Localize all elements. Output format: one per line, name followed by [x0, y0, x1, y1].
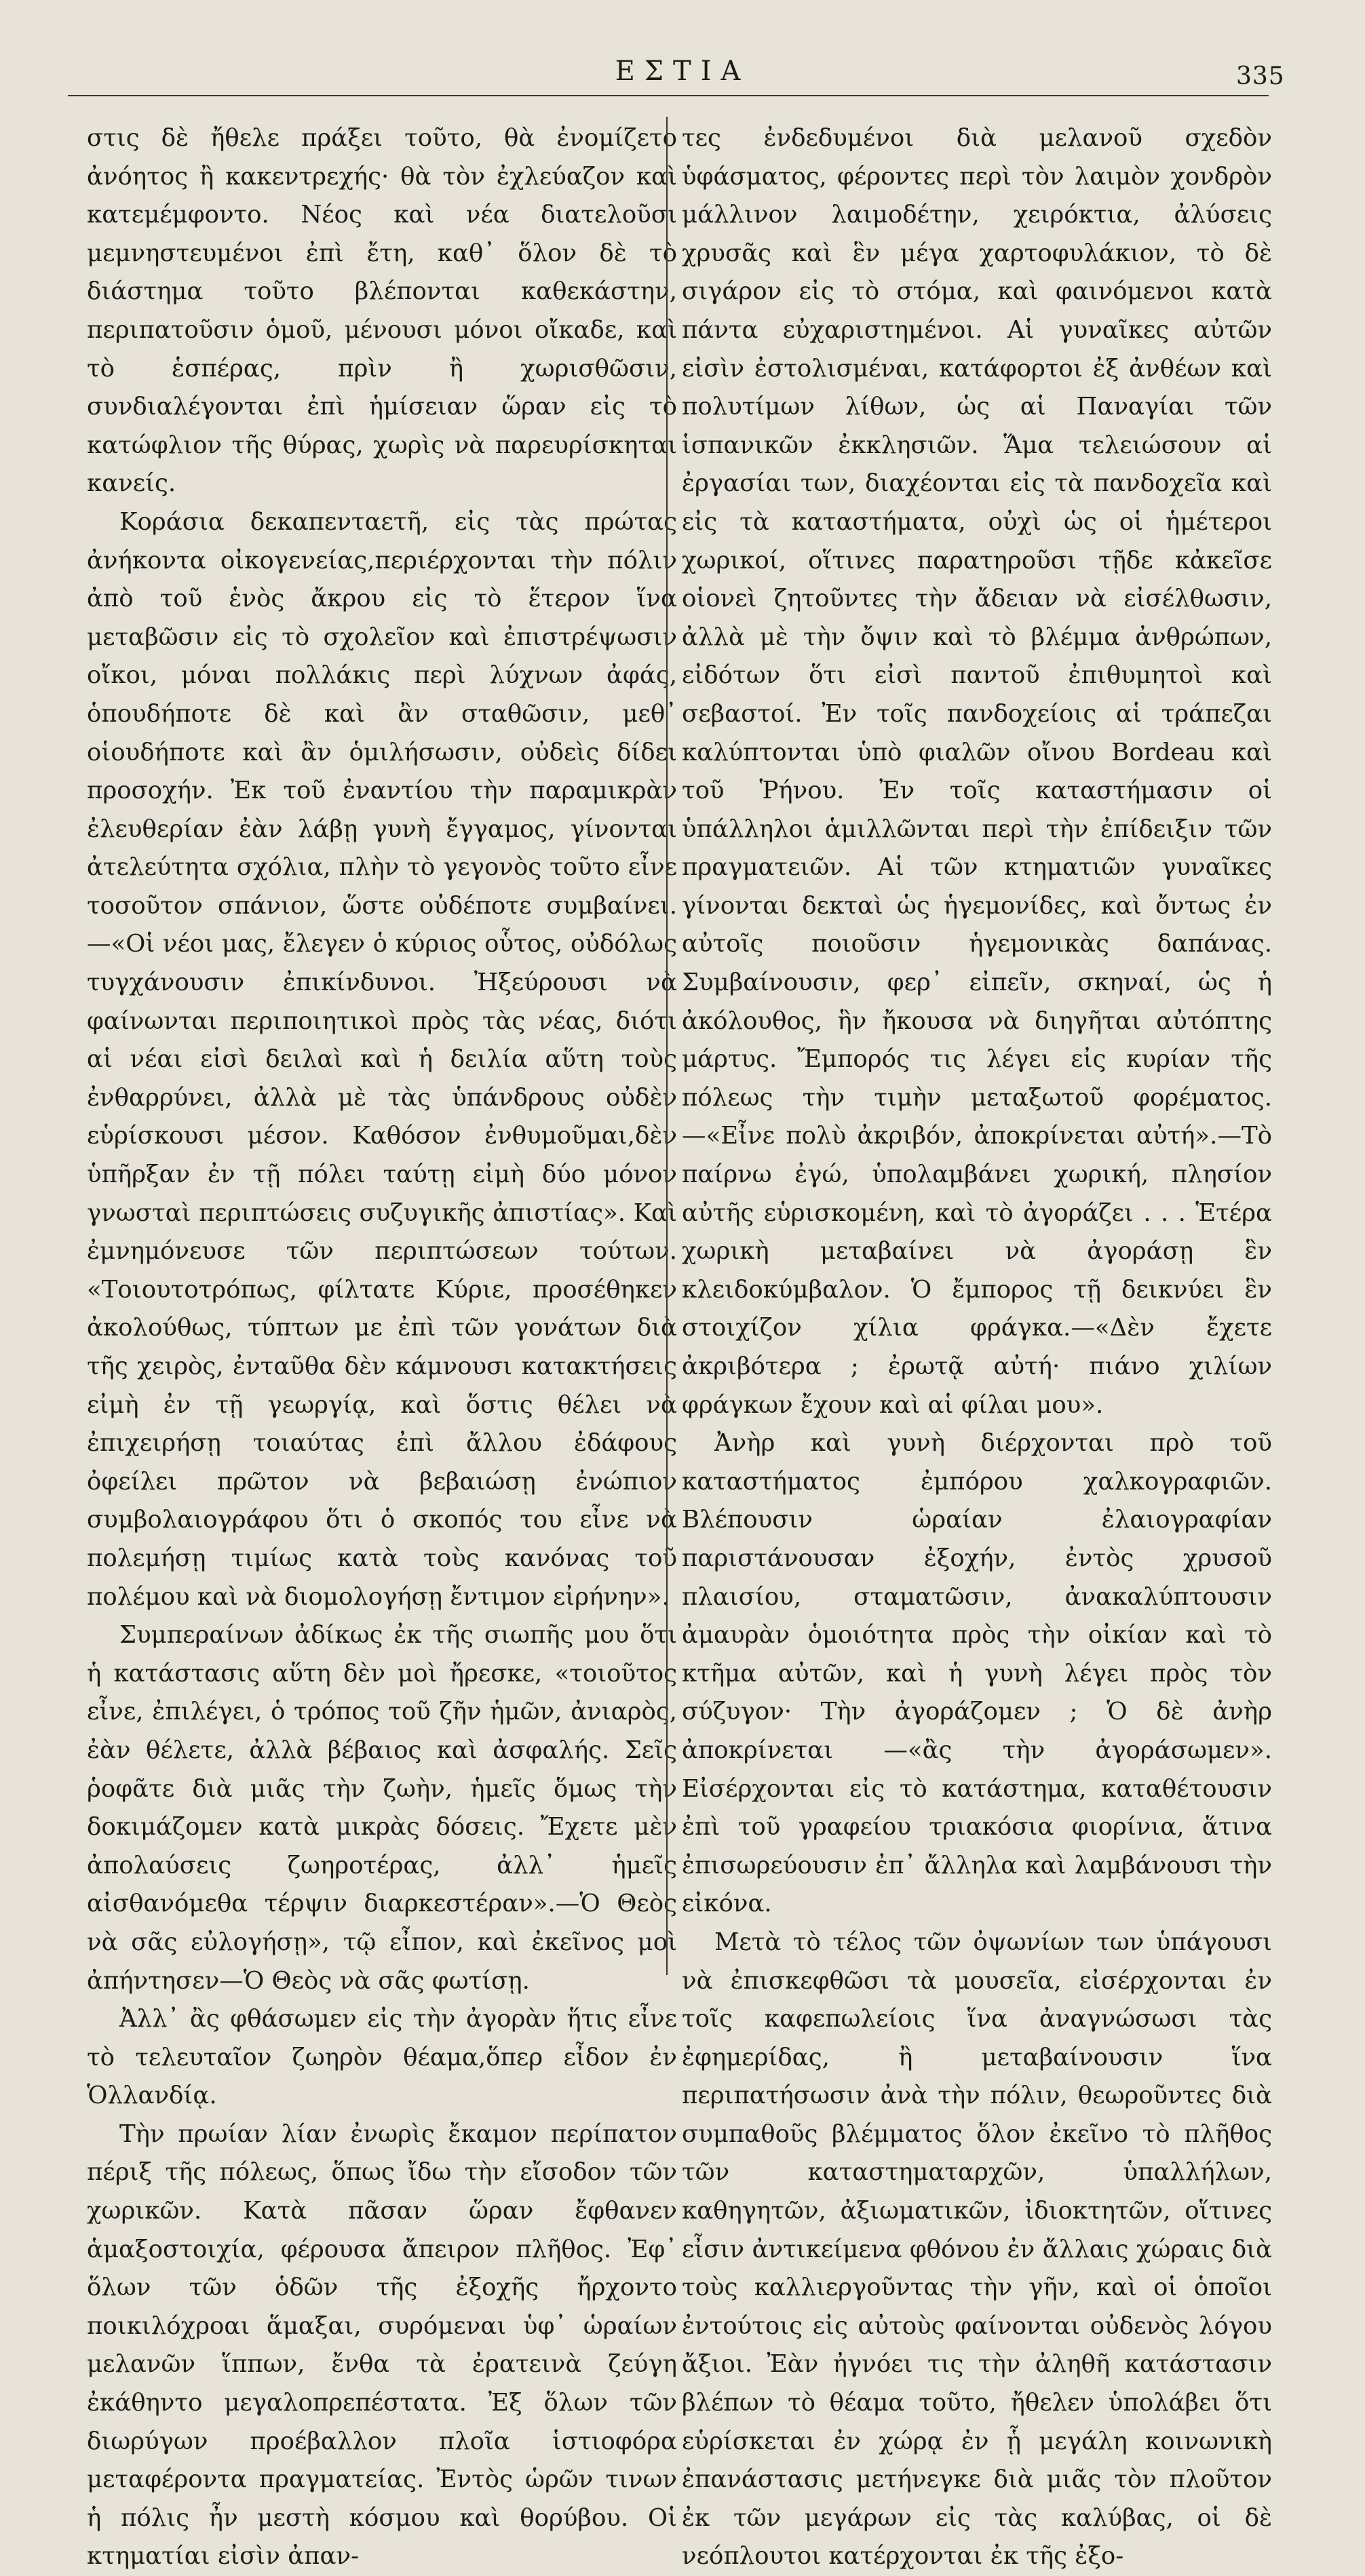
paragraph: τες ἐνδεδυμένοι διὰ μελανοῦ σχεδὸν ὑφάσματος, φέροντες περὶ τὸν λαιμὸν χονδρὸν μάλλινον λαιμοδέτην, χειρόκτια, ἀλύσεις χρυσᾶς καὶ ἓν μέγα χαρτοφυλάκιον, τὸ δὲ σιγάρον εἰς τὸ στόμα, καὶ φαινόμενοι κατὰ πάντα εὐχαριστημένοι. Αἱ γυναῖκες αὐτῶν εἰσὶν ἐστολισμέναι, κατάφορτοι ἐξ ἀνθέων καὶ πολυτίμων λίθων, ὡς αἱ Παναγίαι τῶν ἱσπανικῶν ἐκκλησιῶν. Ἅμα τελειώσουν αἱ ἐργασίαι των, διαχέονται εἰς τὰ πανδοχεῖα καὶ εἰς τὰ καταστήματα, οὐχὶ ὡς οἱ ἡμέτεροι χωρικοί, οἵτινες παρατηροῦσι τῇδε κἀκεῖσε οἱονεὶ ζητοῦντες τὴν ἄδειαν νὰ εἰσέλθωσιν, ἀλλὰ μὲ τὴν ὄψιν καὶ τὸ βλέμμα ἀνθρώπων, εἰδότων ὅτι εἰσὶ παντοῦ ἐπιθυμητοὶ καὶ σεβαστοί. Ἐν τοῖς πανδοχείοις αἱ τράπεζαι καλύπτονται ὑπὸ φιαλῶν οἴνου Bordeau καὶ τοῦ Ῥήνου. Ἐν τοῖς καταστήμασιν οἱ ὑπάλληλοι ἁμιλλῶνται περὶ τὴν ἐπίδειξιν τῶν πραγματειῶν. Αἱ τῶν κτηματιῶν γυναῖκες γίνονται δεκταὶ ὡς ἡγεμονίδες, καὶ ὄντως ἐν αὐτοῖς ποιοῦσιν ἡγεμονικὰς δαπάνας. Συμβαίνουσιν, φερ᾽ εἰπεῖν, σκηναί, ὡς ἡ ἀκόλουθος, ἣν ἤκουσα νὰ διηγῆται αὐτόπτης μάρτυς. Ἔμπορός τις λέγει εἰς κυρίαν τῆς πόλεως τὴν τιμὴν μεταξωτοῦ φορέματος.—«Εἶνε πολὺ ἀκριβόν, ἀποκρίνεται αὐτή».—Τὸ παίρνω ἐγώ, ὑπολαμβάνει χωρική, πλησίον αὐτῆς εὑρισκομένη, καὶ τὸ ἀγοράζει . . . Ἑτέρα χωρικὴ μεταβαίνει νὰ ἀγοράσῃ ἓν κλειδοκύμβαλον. Ὁ ἔμπορος τῇ δεικνύει ἓν στοιχίζον χίλια φράγκα.—«Δὲν ἔχετε ἀκριβότερα ; ἐρωτᾷ αὐτή· πιάνο χιλίων φράγκων ἔχουν καὶ αἱ φίλαι μου». [682, 124, 1272, 1419]
paragraph: Συμπεραίνων ἀδίκως ἐκ τῆς σιωπῆς μου ὅτι ἡ κατάστασις αὕτη δὲν μοὶ ἤρεσκε, «τοιοῦτος εἶνε, ἐπιλέγει, ὁ τρόπος τοῦ ζῆν ἡμῶν, ἀνιαρὸς, ἐὰν θέλετε, ἀλλὰ βέβαιος καὶ ἀσφαλής. Σεῖς ῥοφᾶτε διὰ μιᾶς τὴν ζωὴν, ἡμεῖς ὅμως τὴν δοκιμάζομεν κατὰ μικρὰς δόσεις. Ἔχετε μὲν ἀπολαύσεις ζωηροτέρας, ἀλλ᾽ ἡμεῖς αἰσθανόμεθα τέρψιν διαρκεστέραν».—Ὁ Θεὸς νὰ σᾶς εὐλογήσῃ», τῷ εἶπον, καὶ ἐκεῖνος μοὶ ἀπήντησεν—Ὁ Θεὸς νὰ σᾶς φωτίσῃ. [87, 1621, 677, 1995]
left-text-column [87, 119, 677, 2576]
paragraph: Ἀλλ᾽ ἂς φθάσωμεν εἰς τὴν ἀγορὰν ἥτις εἶνε τὸ τελευταῖον ζωηρὸν θέαμα,ὅπερ εἶδον ἐν Ὁλλανδίᾳ. [87, 2005, 677, 2110]
paragraph: στις δὲ ἤθελε πράξει τοῦτο, θὰ ἐνομίζετο ἀνόητος ἢ κακεντρεχής· θὰ τὸν ἐχλεύαζον καὶ κατεμέμφοντο. Νέος καὶ νέα διατελοῦσι μεμνηστευμένοι ἐπὶ ἔτη, καθ᾽ ὅλον δὲ τὸ διάστημα τοῦτο βλέπονται καθεκάστην, περιπατοῦσιν ὁμοῦ, μένουσι μόνοι οἴκαδε, καὶ τὸ ἑσπέρας, πρὶν ἢ χωρισθῶσιν, συνδιαλέγονται ἐπὶ ἡμίσειαν ὥραν εἰς τὸ κατώφλιον τῆς θύρας, χωρὶς νὰ παρευρίσκηται κανείς. [87, 124, 677, 498]
paragraph: Μετὰ τὸ τέλος τῶν ὀψωνίων των ὑπάγουσι νὰ ἐπισκεφθῶσι τὰ μουσεῖα, εἰσέρχονται ἐν τοῖς καφεπωλείοις ἵνα ἀναγνώσωσι τὰς ἐφημερίδας, ἢ μεταβαίνουσιν ἵνα περιπατήσωσιν ἀνὰ τὴν πόλιν, θεωροῦντες διὰ συμπαθοῦς βλέμματος ὅλον ἐκεῖνο τὸ πλῆθος τῶν καταστηματαρχῶν, ὑπαλλήλων, καθηγητῶν, ἀξιωματικῶν, ἰδιοκτητῶν, οἵτινες εἶσιν ἀντικείμενα φθόνου ἐν ἄλλαις χώραις διὰ τοὺς καλλιεργοῦντας τὴν γῆν, καὶ οἱ ὁποῖοι ἐντούτοις εἰς αὐτοὺς φαίνονται οὐδενὸς λόγου ἄξιοι. Ἐὰν ἠγνόει τις τὴν ἀληθῆ κατάστασιν βλέπων τὸ θέαμα τοῦτο, ἤθελεν ὑπολάβει ὅτι εὑρίσκεται ἐν χώρᾳ ἐν ᾗ μεγάλη κοινωνικὴ ἐπανάστασις μετήνεγκε διὰ μιᾶς τὸν πλοῦτον ἐκ τῶν μεγάρων εἰς τὰς καλύβας, οἱ δὲ νεόπλουτοι κατέρχονται ἐκ τῆς ἐξο- [682, 1928, 1272, 2571]
paragraph: Ἀνὴρ καὶ γυνὴ διέρχονται πρὸ τοῦ καταστήματος ἐμπόρου χαλκογραφιῶν. Βλέπουσιν ὡραίαν ἐλαιογραφίαν παριστάνουσαν ἐξοχήν, ἐντὸς χρυσοῦ πλαισίου, σταματῶσιν, ἀνακαλύπτουσιν ἀμαυρὰν ὁμοιότητα πρὸς τὴν οἰκίαν καὶ τὸ κτῆμα αὐτῶν, καὶ ἡ γυνὴ λέγει πρὸς τὸν σύζυγον· Τὴν ἀγοράζομεν ; Ὁ δὲ ἀνὴρ ἀποκρίνεται —«ἂς τὴν ἀγοράσωμεν». Εἰσέρχονται εἰς τὸ κατάστημα, καταθέτουσιν ἐπὶ τοῦ γραφείου τριακόσια φιορίνια, ἅτινα ἐπισωρεύουσιν ἐπ᾽ ἄλληλα καὶ λαμβάνουσι τὴν εἰκόνα. [682, 1429, 1272, 1918]
right-text-column [682, 119, 1272, 2576]
column-divider [666, 117, 668, 1975]
header-rule [68, 95, 1269, 96]
paragraph: Κοράσια δεκαπενταετῆ, εἰς τὰς πρώτας ἀνήκοντα οἰκογενείας,περιέρχονται τὴν πόλιν ἀπὸ τοῦ ἑνὸς ἄκρου εἰς τὸ ἕτερον ἵνα μεταβῶσιν εἰς τὸ σχολεῖον καὶ ἐπιστρέψωσιν οἴκοι, μόναι πολλάκις περὶ λύχνων ἀφάς, ὁπουδήποτε δὲ καὶ ἂν σταθῶσιν, μεθ᾽ οἱουδήποτε καὶ ἂν ὁμιλήσωσιν, οὐδεὶς δίδει προσοχήν. Ἐκ τοῦ ἐναντίου τὴν παραμικρὰν ἐλευθερίαν ἐὰν λάβῃ γυνὴ ἔγγαμος, γίνονται ἀτελεύτητα σχόλια, πλὴν τὸ γεγονὸς τοῦτο εἶνε τοσοῦτον σπάνιον, ὥστε οὐδέποτε συμβαίνει.—«Οἱ νέοι μας, ἔλεγεν ὁ κύριος οὗτος, οὐδόλως τυγχάνουσιν ἐπικίνδυνοι. Ἠξεύρουσι νὰ φαίνωνται περιποιητικοὶ πρὸς τὰς νέας, διότι αἱ νέαι εἰσὶ δειλαὶ καὶ ἡ δειλία αὕτη τοὺς ἐνθαρρύνει, ἀλλὰ μὲ τὰς ὑπάνδρους οὐδὲν εὑρίσκουσι μέσον. Καθόσον ἐνθυμοῦμαι,δὲν ὑπῆρξαν ἐν τῇ πόλει ταύτῃ εἰμὴ δύο μόνον γνωσταὶ περιπτώσεις συζυγικῆς ἀπιστίας». Καὶ ἐμνημόνευσε τῶν περιπτώσεων τούτων. «Τοιουτοτρόπως, φίλτατε Κύριε, προσέθηκεν ἀκολούθως, τύπτων με ἐπὶ τῶν γονάτων διὰ τῆς χειρὸς, ἐνταῦθα δὲν κάμνουσι κατακτήσεις εἰμὴ ἐν τῇ γεωργίᾳ, καὶ ὅστις θέλει νὰ ἐπιχειρήσῃ τοιαύτας ἐπὶ ἄλλου ἐδάφους ὀφείλει πρῶτον νὰ βεβαιώσῃ ἐνώπιον συμβολαιογράφου ὅτι ὁ σκοπός του εἶνε νὰ πολεμήσῃ τιμίως κατὰ τοὺς κανόνας τοῦ πολέμου καὶ νὰ διομολογήσῃ ἔντιμον εἰρήνην». [87, 507, 677, 1611]
running-title: ΕΣΤΙΑ [615, 56, 750, 87]
paragraph: Τὴν πρωίαν λίαν ἐνωρὶς ἔκαμον περίπατον πέριξ τῆς πόλεως, ὅπως ἴδω τὴν εἴσοδον τῶν χωρικῶν. Κατὰ πᾶσαν ὥραν ἔφθανεν ἁμαξοστοιχία, φέρουσα ἄπειρον πλῆθος. Ἐφ᾽ ὅλων τῶν ὁδῶν τῆς ἐξοχῆς ἤρχοντο ποικιλόχροαι ἅμαξαι, συρόμεναι ὑφ᾽ ὡραίων μελανῶν ἵππων, ἔνθα τὰ ἐρατεινὰ ζεύγη ἐκάθηντο μεγαλοπρεπέστατα. Ἐξ ὅλων τῶν διωρύγων προέβαλλον πλοῖα ἱστιοφόρα μεταφέροντα πραγματείας. Ἐντὸς ὡρῶν τινων ἡ πόλις ἦν μεστὴ κόσμου καὶ θορύβου. Οἱ κτηματίαι εἰσὶν ἀπαν- [87, 2120, 677, 2571]
page-number: 335 [1236, 62, 1285, 90]
